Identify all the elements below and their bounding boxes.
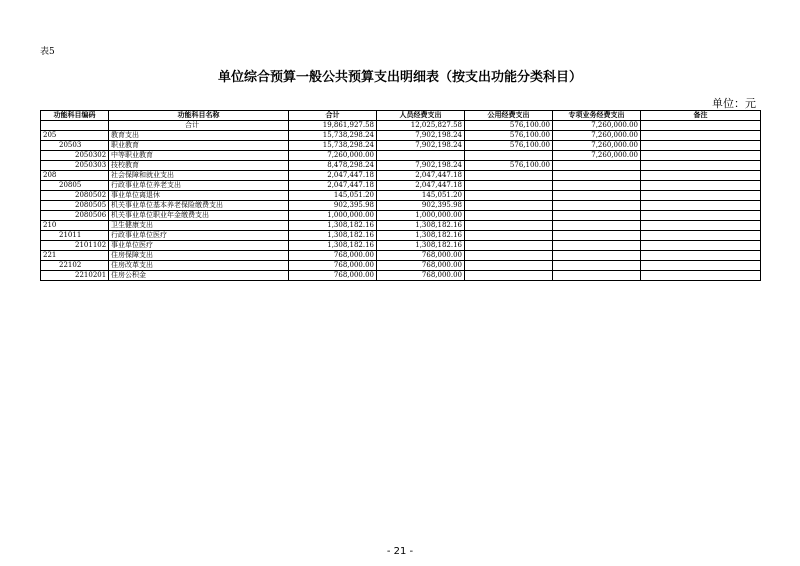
cell-total: 2,047,447.18 [289,181,377,191]
cell-name: 住房改革支出 [109,261,289,271]
cell-name: 住房公积金 [109,271,289,281]
cell-name: 合计 [109,121,289,131]
header-name: 功能科目名称 [109,111,289,121]
header-total: 合计 [289,111,377,121]
page-number: - 21 - [386,546,414,557]
cell-personnel: 1,308,182.16 [377,221,465,231]
cell-special [553,231,641,241]
cell-total: 1,308,182.16 [289,231,377,241]
cell-name: 技校教育 [109,161,289,171]
cell-name: 行政事业单位养老支出 [109,181,289,191]
cell-personnel: 145,051.20 [377,191,465,201]
cell-note [641,191,761,201]
cell-special [553,211,641,221]
cell-name: 机关事业单位职业年金缴费支出 [109,211,289,221]
cell-note [641,121,761,131]
cell-code: 2210201 [41,271,109,281]
cell-total: 1,000,000.00 [289,211,377,221]
expenditure-table [40,110,761,281]
cell-note [641,161,761,171]
cell-public [465,151,553,161]
cell-name: 事业单位离退休 [109,191,289,201]
table-row [41,251,761,261]
cell-code: 21011 [41,231,109,241]
cell-note [641,221,761,231]
cell-total: 7,260,000.00 [289,151,377,161]
table-row [41,171,761,181]
header-code: 功能科目编码 [41,111,109,121]
cell-total: 1,308,182.16 [289,241,377,251]
cell-public [465,221,553,231]
cell-total: 19,861,927.58 [289,121,377,131]
cell-note [641,131,761,141]
cell-name: 中等职业教育 [109,151,289,161]
cell-code: 221 [41,251,109,261]
cell-note [641,241,761,251]
cell-code: 2080502 [41,191,109,201]
table-row [41,211,761,221]
cell-special [553,261,641,271]
cell-code: 205 [41,131,109,141]
cell-public [465,271,553,281]
table-row [41,191,761,201]
cell-note [641,181,761,191]
cell-name: 机关事业单位基本养老保险缴费支出 [109,201,289,211]
table-number-label: 表5 [40,47,55,57]
table-row [41,261,761,271]
cell-note [641,171,761,181]
cell-special: 7,260,000.00 [553,151,641,161]
table-row [41,201,761,211]
cell-personnel: 1,000,000.00 [377,211,465,221]
cell-note [641,271,761,281]
cell-total: 768,000.00 [289,251,377,261]
cell-personnel: 7,902,198.24 [377,131,465,141]
cell-personnel: 1,308,182.16 [377,241,465,251]
table-row [41,151,761,161]
cell-total: 2,047,447.18 [289,171,377,181]
cell-personnel: 768,000.00 [377,251,465,261]
cell-total: 902,395.98 [289,201,377,211]
table-row [41,221,761,231]
cell-personnel: 2,047,447.18 [377,171,465,181]
cell-public: 576,100.00 [465,161,553,171]
cell-special: 7,260,000.00 [553,121,641,131]
cell-total: 145,051.20 [289,191,377,201]
table-row [41,181,761,191]
cell-personnel: 768,000.00 [377,261,465,271]
cell-special [553,221,641,231]
header-note: 备注 [641,111,761,121]
cell-total: 768,000.00 [289,261,377,271]
cell-total: 768,000.00 [289,271,377,281]
cell-special [553,171,641,181]
cell-note [641,201,761,211]
cell-name: 卫生健康支出 [109,221,289,231]
cell-public [465,211,553,221]
header-personnel: 人员经费支出 [377,111,465,121]
cell-personnel: 2,047,447.18 [377,181,465,191]
cell-note [641,251,761,261]
cell-personnel: 768,000.00 [377,271,465,281]
cell-personnel: 12,025,827.58 [377,121,465,131]
cell-note [641,261,761,271]
table-row [41,131,761,141]
cell-personnel [377,151,465,161]
cell-name: 教育支出 [109,131,289,141]
cell-total: 8,478,298.24 [289,161,377,171]
header-special: 专项业务经费支出 [553,111,641,121]
cell-note [641,211,761,221]
header-public: 公用经费支出 [465,111,553,121]
cell-name: 事业单位医疗 [109,241,289,251]
cell-public [465,191,553,201]
cell-total: 1,308,182.16 [289,221,377,231]
document-title: 单位综合预算一般公共预算支出明细表（按支出功能分类科目） [217,70,582,85]
cell-code: 2080505 [41,201,109,211]
cell-public: 576,100.00 [465,141,553,151]
cell-total: 15,738,298.24 [289,141,377,151]
cell-public [465,231,553,241]
cell-public [465,201,553,211]
cell-public [465,251,553,261]
cell-special [553,271,641,281]
cell-code: 2080506 [41,211,109,221]
cell-personnel: 7,902,198.24 [377,161,465,171]
cell-public [465,171,553,181]
cell-public [465,261,553,271]
cell-code: 2050303 [41,161,109,171]
table-row [41,141,761,151]
cell-special [553,201,641,211]
cell-special [553,191,641,201]
cell-code: 210 [41,221,109,231]
cell-special [553,161,641,171]
cell-public [465,181,553,191]
table-row [41,241,761,251]
cell-name: 社会保障和就业支出 [109,171,289,181]
cell-code: 22102 [41,261,109,271]
table-row [41,121,761,131]
cell-code: 2050302 [41,151,109,161]
cell-code [41,121,109,131]
cell-special: 7,260,000.00 [553,141,641,151]
cell-code: 208 [41,171,109,181]
cell-public [465,241,553,251]
cell-code: 20805 [41,181,109,191]
cell-personnel: 7,902,198.24 [377,141,465,151]
cell-note [641,151,761,161]
table-row [41,271,761,281]
cell-note [641,141,761,151]
header-row [41,111,761,121]
cell-special: 7,260,000.00 [553,131,641,141]
cell-code: 2101102 [41,241,109,251]
cell-special [553,241,641,251]
cell-personnel: 902,395.98 [377,201,465,211]
cell-public: 576,100.00 [465,121,553,131]
cell-name: 行政事业单位医疗 [109,231,289,241]
unit-label: 单位：元 [712,97,756,110]
cell-name: 住房保障支出 [109,251,289,261]
cell-special [553,251,641,261]
cell-total: 15,738,298.24 [289,131,377,141]
cell-note [641,231,761,241]
table-row [41,231,761,241]
cell-special [553,181,641,191]
cell-name: 职业教育 [109,141,289,151]
cell-public: 576,100.00 [465,131,553,141]
table-row [41,161,761,171]
cell-personnel: 1,308,182.16 [377,231,465,241]
cell-code: 20503 [41,141,109,151]
